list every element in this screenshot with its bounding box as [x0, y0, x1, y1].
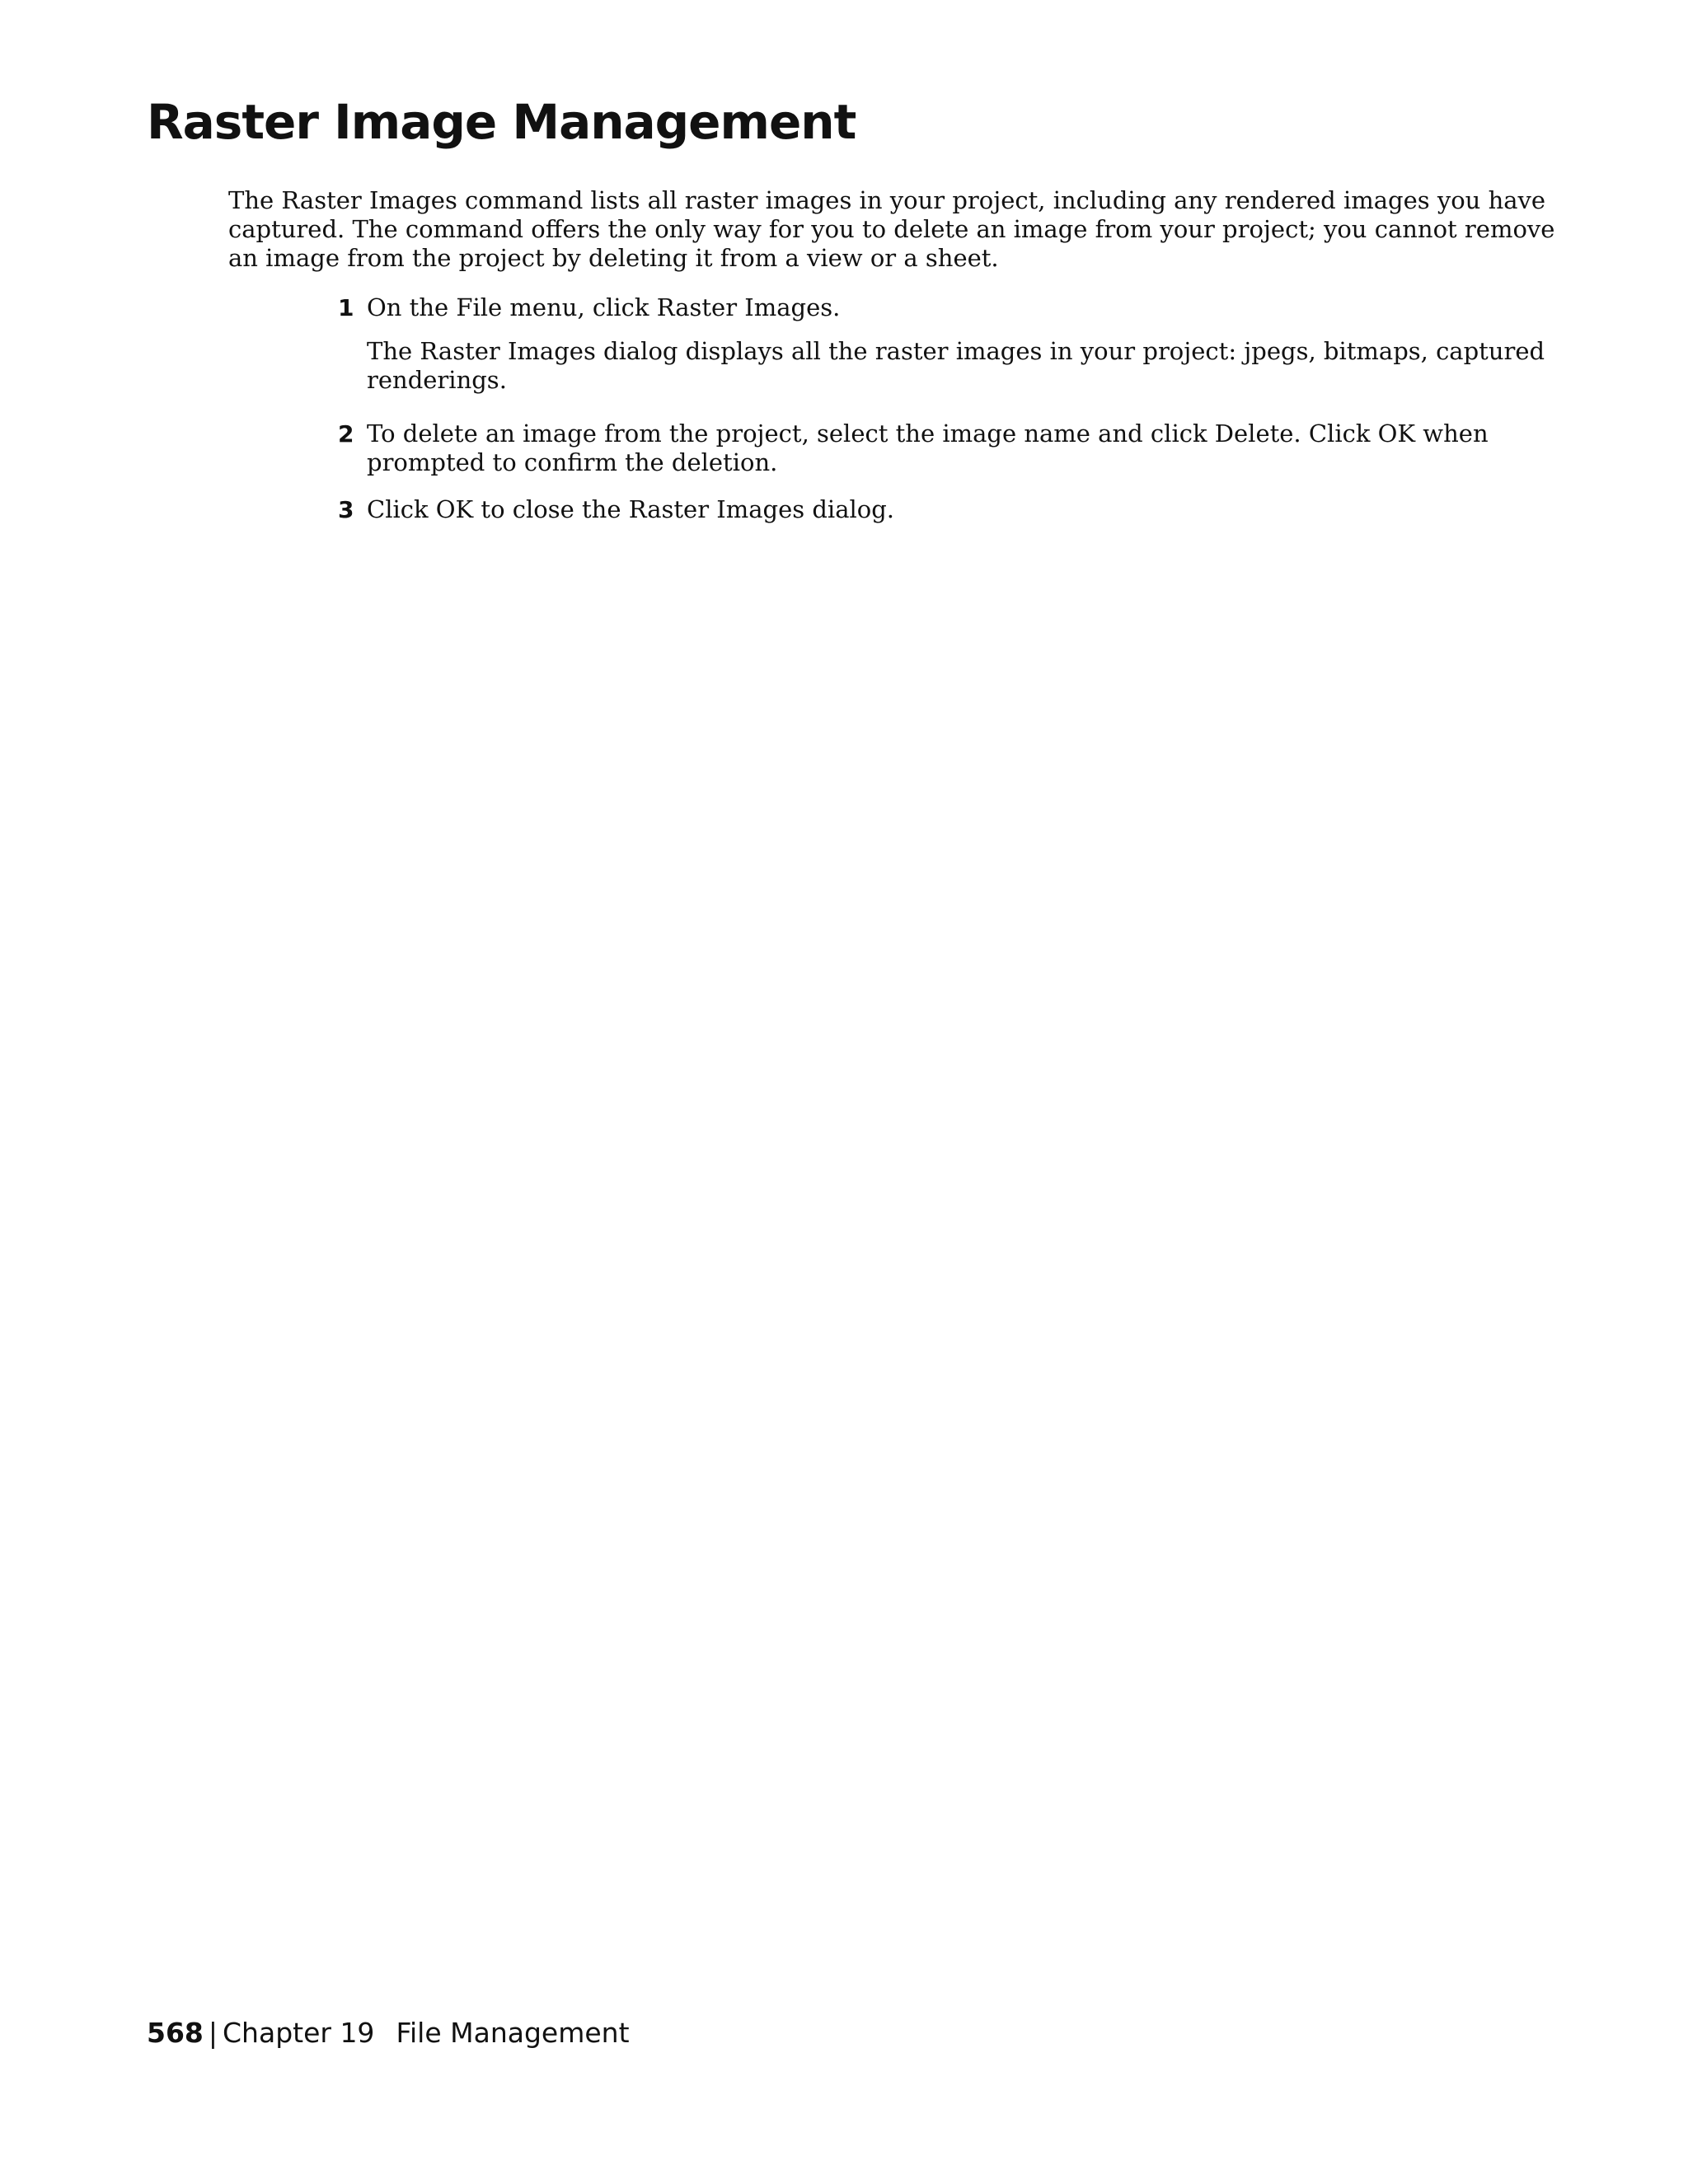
step-text: On the File menu, click Raster Images.	[367, 293, 841, 321]
step-text: Click OK to close the Raster Images dialog.	[367, 495, 894, 523]
steps-list	[338, 293, 1574, 524]
step-item	[338, 419, 1574, 477]
page-title: Raster Image Management	[147, 94, 856, 150]
step-number: 3	[338, 496, 354, 523]
intro-paragraph: The Raster Images command lists all raster images in your project, including any rendered images you have captured. The command offers the only way for you to delete an image from your project; you cannot remove an image from the project by deleting it from a view or a sheet.	[228, 186, 1555, 272]
page-number: 568	[147, 2017, 204, 2049]
step-text: To delete an image from the project, select the image name and click Delete. Click OK when prompted to confirm the deletion.	[367, 419, 1489, 476]
chapter-title: File Management	[396, 2017, 630, 2049]
step-number: 2	[338, 420, 354, 448]
page-footer	[147, 2015, 630, 2051]
chapter-label: Chapter 19	[223, 2017, 375, 2049]
step-note: The Raster Images dialog displays all the raster images in your project: jpegs, bitmaps, captured renderings.	[367, 337, 1545, 394]
step-item	[338, 293, 1574, 395]
footer-separator: |	[208, 2017, 218, 2049]
step-item	[338, 495, 1574, 524]
step-number: 1	[338, 294, 354, 321]
